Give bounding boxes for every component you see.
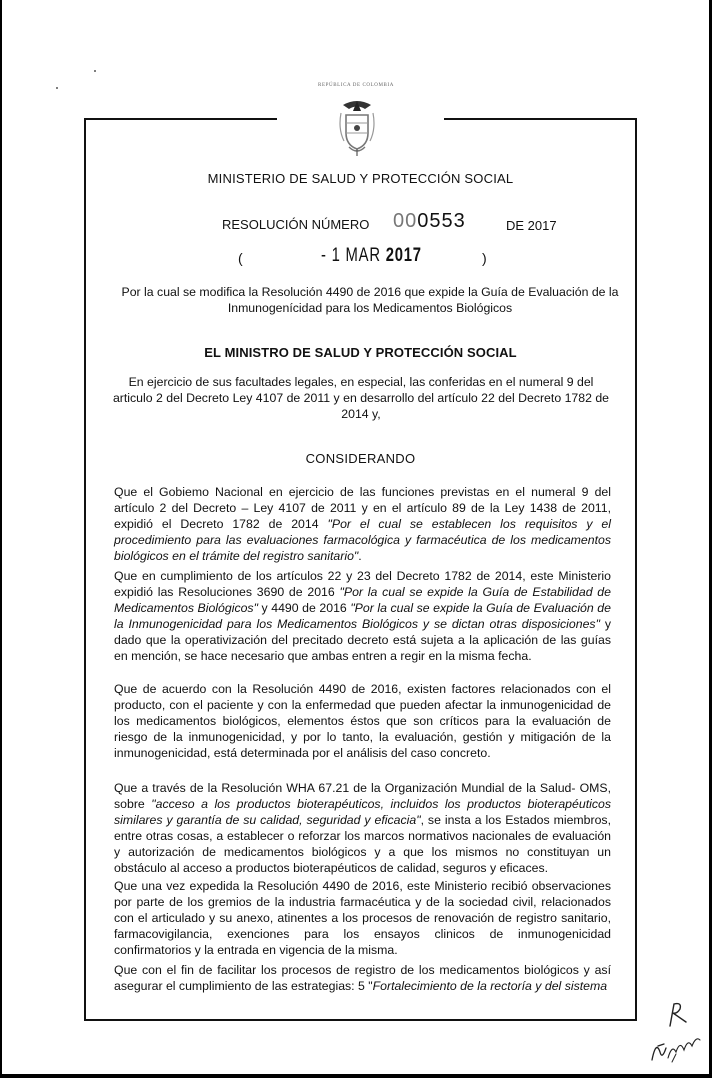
resolution-label: RESOLUCIÓN NÚMERO [222,217,370,232]
paragraph-quote: "Por la cual se expide la Guía de Evaluación de la Inmunogenicidad para los Medicamentos Biológicos y se dictan otras disposiciones" [114,601,611,631]
paragraph-text: . [358,549,362,563]
date-close-paren: ) [482,250,487,266]
considerando-paragraph-1 [114,484,611,564]
considerando-paragraph-6 [114,962,611,994]
page-edge-bottom [0,1074,712,1078]
date-stamp [321,245,422,267]
paragraph-quote: "acceso a los productos bioterapéuticos, incluidos los productos bioterapéuticos similares y garantía de su calidad, seguridad y eficacia" [114,797,611,827]
minister-heading: EL MINISTRO DE SALUD Y PROTECCIÓN SOCIAL [204,345,517,360]
considerando-paragraph-4 [114,780,611,876]
resolution-number-prefix: 00 [393,210,418,232]
republica-caption: REPÚBLICA DE COLOMBIA [318,83,394,88]
paragraph-text: y dado que la operativización del precitado decreto está sujeta a la aplicación de las guías en mención, se hace necesario que ambas entren a regir en la misma fecha. [114,617,611,663]
handwritten-signature-icon [648,1030,704,1066]
paragraph-text: Que de acuerdo con la Resolución 4490 de 2016, existen factores relacionados con el producto, con el paciente y con la enfermedad que pueden afectar la inmunogenicidad de los medicamentos biológicos, elementos éstos que son críticos para la evaluación de riesgo de la inmunogenicidad, y por lo tanto, la evaluación, gestión y mitigación de la inmunogenicidad, está determinada por el análisis del caso concreto. [114,682,611,760]
date-open-paren: ( [238,250,243,266]
paragraph-text: Que en cumplimiento de los artículos 22 y 23 del Decreto 1782 de 2014, este Ministerio expidió las Resoluciones 3690 de 2016 [114,569,611,599]
handwritten-initial-icon [664,1000,692,1030]
resolution-line [86,210,635,237]
resolution-year: DE 2017 [506,218,557,233]
date-day-month: - 1 MAR [321,245,381,266]
resolution-number [393,210,466,233]
paragraph-quote: "Por la cual se expide la Guía de Estabilidad de Medicamentos Biológicos" [114,585,611,615]
paragraph-quote: Fortalecimiento de la rectoría y del sistema [372,979,608,993]
paragraph-text: Que una vez expedida la Resolución 4490 de 2016, este Ministerio recibió observaciones por parte de los gremios de la industria farmacéutica y de la sociedad civil, relacionados con el articulado y su anexo, atinentes a los procesos de renovación de registro sanitario, farmacovigilancia, exenciones para los ensayos clinicos de inmunogenicidad confirmatorios y la entrada en vigencia de la misma. [114,879,611,957]
paragraph-text: Que el Gobiemo Nacional en ejercicio de las funciones previstas en el numeral 9 del artículo 2 del Decreto – Ley 4107 de 2011 y en el artículo 89 de la Ley 1438 de 2011, expidió el Decreto 1782 de 2014 [114,485,611,531]
paragraph-text: Que con el fin de facilitar los procesos de registro de los medicamentos biológicos y así asegurar el cumplimiento de las estrategias: 5 " [114,963,611,993]
considerando-paragraph-2 [114,568,611,664]
resolution-subtitle: Por la cual se modifica la Resolución 4490 de 2016 que expide la Guía de Evaluación de la Inmunogenícidad para los Medicamentos Biológicos [121,285,619,315]
scan-speck [94,70,96,72]
considerando-paragraph-3 [114,681,611,761]
considerando-heading: CONSIDERANDO [305,451,416,466]
paragraph-quote: "Por el cual se establecen los requisitos y el procedimiento para las evaluaciones farmacológica y farmacéutica de los medicamentos biológicos en el trámite del registro sanitario" [114,517,611,563]
date-year: 2017 [385,245,422,266]
paragraph-text: , se insta a los Estados miembros, entre otras cosas, a establecer o reforzar los marcos normativos nacionales de evaluación y autorización de medicamentos biológicos y a que los mismos no constituyan un obstáculo al acceso a productos bioterapéuticos de calidad, seguros y eficaces. [114,813,611,875]
paragraph-text: y 4490 de 2016 [257,601,351,615]
ministry-title: MINISTERIO DE SALUD Y PROTECCIÓN SOCIAL [207,171,514,186]
resolution-number-digits: 0553 [417,210,466,232]
preamble: En ejercicio de sus facultades legales, en especial, las conferidas en el numeral 9 del articulo 2 del Decreto Ley 4107 de 2011 y en desarrollo del artículo 22 del Decreto 1782 de 2014 y, [112,375,610,421]
date-line [86,247,635,271]
page-edge-left [0,0,2,1078]
considerando-paragraph-5 [114,878,611,958]
paragraph-text: Que a través de la Resolución WHA 67.21 de la Organización Mundial de la Salud- OMS, sobre [114,781,611,811]
